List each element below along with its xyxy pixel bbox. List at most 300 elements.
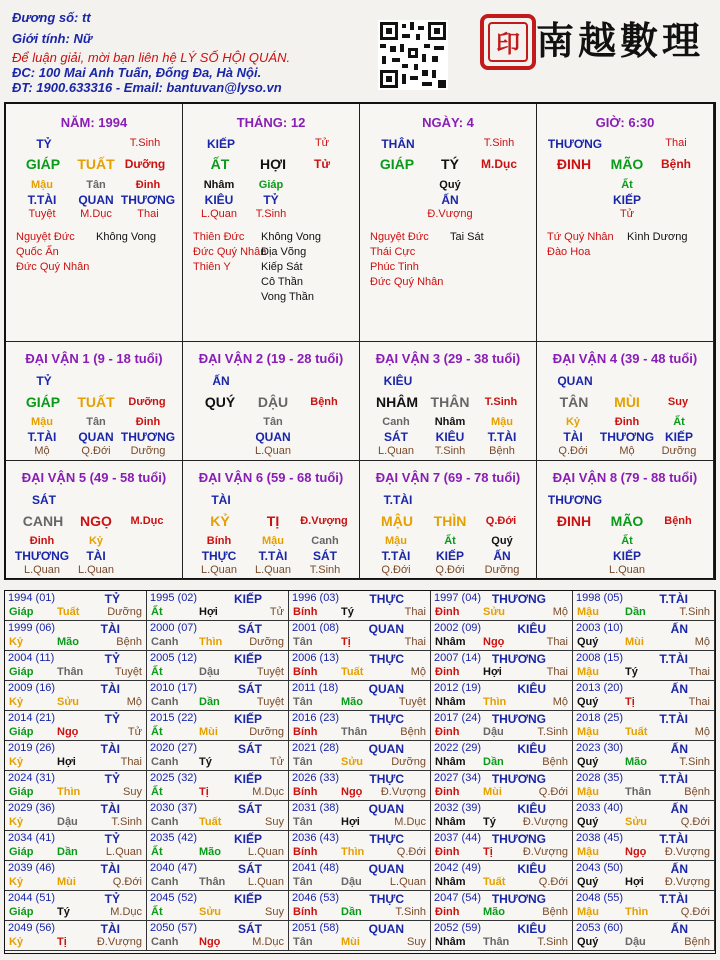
spirit-left: Nguyệt Đức xyxy=(16,231,75,243)
year-cell xyxy=(573,831,715,861)
pillar-cell xyxy=(6,104,183,342)
qr-code-icon[interactable] xyxy=(378,20,448,90)
year-cell xyxy=(5,831,147,861)
year-chi: Mão xyxy=(483,906,505,918)
year-star: KIẾP xyxy=(233,832,262,846)
year-can: Quý xyxy=(577,636,599,648)
year-star: TÀI xyxy=(100,622,120,636)
year-can: Canh xyxy=(151,876,179,888)
year-cell xyxy=(431,921,573,951)
year-star: TÀI xyxy=(100,862,120,876)
spirit-right: Không Vong xyxy=(96,231,156,243)
year-can: Bính xyxy=(293,846,318,858)
hidden-star: QUAN xyxy=(78,193,114,207)
year-label: 2025 (32) xyxy=(150,772,198,784)
year-label: 2044 (51) xyxy=(8,892,56,904)
year-chi: Dậu xyxy=(57,816,78,828)
year-star: ẤN xyxy=(670,922,688,936)
year-life: Thai xyxy=(688,666,710,678)
year-chi: Thân xyxy=(625,786,652,798)
dai-van-cell xyxy=(183,342,360,461)
year-label: 2000 (07) xyxy=(150,622,198,634)
spirit-left: Đào Hoa xyxy=(547,246,591,258)
year-chi: Thân xyxy=(57,666,84,678)
year-label: 2021 (28) xyxy=(292,742,340,754)
hidden-life: Q.Đới xyxy=(435,564,465,576)
hidden-life: L.Quan xyxy=(23,564,61,576)
year-cell xyxy=(5,651,147,681)
year-life: Mộ xyxy=(126,696,142,708)
year-cell xyxy=(573,741,715,771)
hidden-star: TÀI xyxy=(86,549,106,563)
year-label: 2037 (44) xyxy=(434,832,482,844)
year-can: Quý xyxy=(577,816,599,828)
pillar-cell xyxy=(183,104,360,342)
year-life: Thai xyxy=(546,666,568,678)
hidden-star: THƯƠNG xyxy=(14,549,70,563)
year-can: Canh xyxy=(151,636,179,648)
year-label: 2042 (49) xyxy=(434,862,482,874)
year-can: Bính xyxy=(293,726,318,738)
year-label: 2002 (09) xyxy=(434,622,482,634)
year-chi: Tuất xyxy=(483,876,506,888)
year-star: T.TÀI xyxy=(659,892,688,906)
spirit-right: Tai Sát xyxy=(450,231,484,243)
year-can: Nhâm xyxy=(435,876,466,888)
year-can: Ất xyxy=(151,786,163,798)
year-cell xyxy=(289,681,431,711)
year-can: Kỷ xyxy=(9,816,24,828)
year-cell xyxy=(573,771,715,801)
contact-line-3: ĐT: 1900.633316 - Email: bantuvan@lyso.vn xyxy=(12,80,282,95)
year-life: Q.Đới xyxy=(680,906,710,918)
year-star: KIÊU xyxy=(517,682,546,696)
year-chi: Hợi xyxy=(483,666,502,678)
spirit-left: Tứ Quý Nhân xyxy=(547,231,614,243)
year-label: 2040 (47) xyxy=(150,862,198,874)
year-can: Đinh xyxy=(435,906,460,918)
year-chi: Tý xyxy=(341,606,354,618)
brand-title: 南越數理 xyxy=(536,18,705,63)
year-star: T.TÀI xyxy=(659,832,688,846)
year-life: Đ.Vượng xyxy=(522,846,568,858)
hidden-life: L.Quan xyxy=(608,564,646,576)
year-star: THỰC xyxy=(369,892,404,906)
year-life: Đ.Vượng xyxy=(96,936,142,948)
spirit-left: Đức Quý Nhân xyxy=(370,276,444,288)
year-label: 2012 (19) xyxy=(434,682,482,694)
year-can: Tân xyxy=(293,876,313,888)
year-chi: Tị xyxy=(57,936,67,948)
hidden-stem: Nhâm xyxy=(434,416,466,428)
year-chi: Mão xyxy=(341,696,363,708)
year-star: THƯƠNG xyxy=(491,832,546,846)
year-star: TÀI xyxy=(100,922,120,936)
hidden-life: T.Sinh xyxy=(255,208,287,220)
dai-van-cell xyxy=(537,342,714,461)
year-cell xyxy=(147,741,289,771)
year-life: L.Quan xyxy=(247,846,284,858)
year-star: THỰC xyxy=(369,832,404,846)
pillar-state: Dưỡng xyxy=(124,157,166,171)
year-chi: Mão xyxy=(625,756,647,768)
year-chi: Tuất xyxy=(199,816,222,828)
year-life: Bệnh xyxy=(684,786,710,798)
year-chi: Dần xyxy=(57,846,78,858)
year-can: Mậu xyxy=(577,666,599,678)
dai-van-state: Bệnh xyxy=(664,515,692,527)
year-chi: Ngọ xyxy=(625,846,647,858)
gioi-tinh: Giới tính: Nữ xyxy=(12,31,93,46)
hidden-star: KIẾP xyxy=(435,549,464,563)
hidden-stem: Quý xyxy=(439,179,461,191)
year-label: 2034 (41) xyxy=(8,832,56,844)
hidden-stem: Tân xyxy=(86,416,106,428)
pillar-life: Thai xyxy=(665,137,687,149)
year-life: M.Dục xyxy=(394,816,426,828)
year-star: KIẾP xyxy=(233,892,262,906)
year-can: Đinh xyxy=(435,606,460,618)
year-label: 2033 (40) xyxy=(576,802,624,814)
hidden-life: Đ.Vượng xyxy=(427,208,473,220)
year-star: KIẾP xyxy=(233,592,262,606)
dai-van-cell xyxy=(360,461,537,580)
year-life: Thai xyxy=(404,606,426,618)
year-star: TỶ xyxy=(104,592,120,606)
year-life: Q.Đới xyxy=(112,876,142,888)
year-label: 2011 (18) xyxy=(292,682,339,694)
pillar-cell xyxy=(537,104,714,342)
year-star: KIÊU xyxy=(517,922,546,936)
year-can: Kỷ xyxy=(9,756,24,768)
year-chi: Sửu xyxy=(57,696,80,708)
year-life: Bệnh xyxy=(542,906,568,918)
year-life: Thai xyxy=(404,636,426,648)
main-chart-grid xyxy=(4,102,716,580)
year-label: 2031 (38) xyxy=(292,802,340,814)
spirit-left: Đức Quý Nhân xyxy=(16,261,90,273)
year-label: 2028 (35) xyxy=(576,772,624,784)
dai-van-cell xyxy=(6,342,183,461)
hidden-star: T.TÀI xyxy=(487,430,517,444)
dai-van-star: T.TÀI xyxy=(383,493,413,507)
year-life: T.Sinh xyxy=(395,906,426,918)
year-chi: Mùi xyxy=(625,636,644,648)
year-cell xyxy=(147,681,289,711)
dai-van-chi: MÙI xyxy=(614,394,640,410)
year-chi: Thân xyxy=(483,936,510,948)
year-label: 2032 (39) xyxy=(434,802,482,814)
year-life: Tử xyxy=(269,606,284,618)
year-label: 2003 (10) xyxy=(576,622,624,634)
year-label: 2048 (55) xyxy=(576,892,624,904)
year-can: Ất xyxy=(151,846,163,858)
year-life: Q.Đới xyxy=(680,816,710,828)
spirit-left: Quốc Ấn xyxy=(16,246,59,258)
year-label: 2014 (21) xyxy=(8,712,56,724)
dai-van-can: MẬU xyxy=(381,513,413,529)
year-life: Suy xyxy=(123,786,142,798)
year-star: T.TÀI xyxy=(659,712,688,726)
year-label: 2023 (30) xyxy=(576,742,624,754)
year-star: ẤN xyxy=(670,682,688,696)
year-star: QUAN xyxy=(368,742,404,756)
year-cell xyxy=(147,591,289,621)
dai-van-star: THƯƠNG xyxy=(547,493,603,507)
year-cell xyxy=(289,591,431,621)
pillar-chi: TÝ xyxy=(441,156,459,172)
hidden-star: ẤN xyxy=(441,193,459,207)
pillar-chi: TUẤT xyxy=(77,156,115,172)
year-star: THỰC xyxy=(369,772,404,786)
dai-van-title: ĐẠI VẬN 3 (29 - 38 tuổi) xyxy=(375,351,521,366)
dai-van-star: QUAN xyxy=(557,374,593,388)
year-can: Ất xyxy=(151,906,163,918)
year-cell xyxy=(573,861,715,891)
year-star: KIẾP xyxy=(233,652,262,666)
hidden-star: THỰC xyxy=(201,549,237,563)
year-cell xyxy=(573,651,715,681)
year-life: Thai xyxy=(688,696,710,708)
year-chi: Dậu xyxy=(625,936,646,948)
year-cell xyxy=(289,891,431,921)
year-chi: Tuất xyxy=(341,666,364,678)
year-chi: Mùi xyxy=(483,786,502,798)
hidden-life: Dưỡng xyxy=(484,564,520,576)
spirit-left: Nguyệt Đức xyxy=(370,231,429,243)
dai-van-state: Đ.Vượng xyxy=(300,515,348,527)
year-can: Đinh xyxy=(435,846,460,858)
pillar-state: M.Dục xyxy=(481,157,517,171)
year-cell xyxy=(431,861,573,891)
dai-van-chi: THÂN xyxy=(430,394,470,410)
hidden-life: L.Quan xyxy=(77,564,115,576)
pillar-title: THÁNG: 12 xyxy=(236,115,306,130)
year-life: Đ.Vượng xyxy=(664,876,710,888)
hidden-life: Tử xyxy=(619,208,635,220)
year-label: 2006 (13) xyxy=(292,652,340,664)
duong-so: Đương số: tt xyxy=(12,10,91,25)
year-label: 2026 (33) xyxy=(292,772,340,784)
header xyxy=(0,0,720,100)
hidden-stem: Mậu xyxy=(385,535,407,547)
year-can: Giáp xyxy=(9,846,34,858)
year-life: T.Sinh xyxy=(537,726,568,738)
year-star: TỶ xyxy=(104,652,120,666)
hidden-star: THƯƠNG xyxy=(120,193,176,207)
year-can: Canh xyxy=(151,936,179,948)
pillar-can: ĐINH xyxy=(556,156,592,172)
dai-van-can: KỶ xyxy=(210,513,230,529)
year-label: 2046 (53) xyxy=(292,892,340,904)
year-chi: Tị xyxy=(341,636,351,648)
year-label: 2043 (50) xyxy=(576,862,624,874)
dai-van-chi: TỊ xyxy=(266,513,280,529)
dai-van-can: ĐINH xyxy=(556,513,592,529)
year-chi: Hợi xyxy=(625,876,644,888)
hidden-life: Tuyệt xyxy=(28,208,56,220)
year-chi: Thìn xyxy=(57,786,81,798)
year-label: 2027 (34) xyxy=(434,772,482,784)
red-seal xyxy=(480,14,536,70)
year-star: QUAN xyxy=(368,622,404,636)
dai-van-title: ĐẠI VẬN 6 (59 - 68 tuổi) xyxy=(198,470,344,485)
hidden-star: TỶ xyxy=(263,193,279,207)
year-can: Đinh xyxy=(435,726,460,738)
year-chi: Tị xyxy=(483,846,493,858)
dai-van-title: ĐẠI VẬN 1 (9 - 18 tuổi) xyxy=(25,351,163,366)
hidden-stem: Nhâm xyxy=(203,179,235,191)
year-label: 2008 (15) xyxy=(576,652,624,664)
hidden-star: THƯƠNG xyxy=(599,430,655,444)
pillar-title: NĂM: 1994 xyxy=(60,115,128,130)
spirit-right: Địa Võng xyxy=(261,246,307,258)
dai-van-title: ĐẠI VẬN 7 (69 - 78 tuổi) xyxy=(375,470,521,485)
year-star: TÀI xyxy=(100,802,120,816)
year-can: Bính xyxy=(293,906,318,918)
dai-van-can: GIÁP xyxy=(25,394,61,410)
year-life: Mộ xyxy=(552,606,568,618)
year-life: Tuyệt xyxy=(114,666,142,678)
hidden-star: ẤN xyxy=(493,549,511,563)
year-life: Bệnh xyxy=(116,636,142,648)
year-can: Giáp xyxy=(9,606,34,618)
dai-van-star: TÀI xyxy=(211,493,231,507)
year-can: Tân xyxy=(293,816,313,828)
dai-van-chi: THÌN xyxy=(433,513,467,529)
year-star: THƯƠNG xyxy=(491,892,546,906)
seal-text: 印 xyxy=(496,29,520,58)
year-can: Tân xyxy=(293,636,313,648)
year-cell xyxy=(5,681,147,711)
year-cell xyxy=(431,591,573,621)
year-label: 2007 (14) xyxy=(434,652,482,664)
pillar-can: ẤT xyxy=(210,156,230,172)
year-label: 2009 (16) xyxy=(8,682,56,694)
year-label: 2049 (56) xyxy=(8,922,56,934)
year-life: Bệnh xyxy=(400,726,426,738)
year-can: Quý xyxy=(577,876,599,888)
year-label: 2029 (36) xyxy=(8,802,56,814)
hidden-star: T.TÀI xyxy=(258,549,288,563)
hidden-star: KIÊU xyxy=(435,430,465,444)
year-label: 2024 (31) xyxy=(8,772,56,784)
year-cell xyxy=(289,651,431,681)
year-cell xyxy=(147,861,289,891)
year-cell xyxy=(431,741,573,771)
year-can: Canh xyxy=(151,816,179,828)
year-cell xyxy=(5,711,147,741)
year-chi: Thìn xyxy=(341,846,365,858)
year-label: 2022 (29) xyxy=(434,742,482,754)
year-cell xyxy=(289,921,431,951)
dai-van-cell xyxy=(6,461,183,580)
year-life: Mộ xyxy=(694,726,710,738)
year-can: Mậu xyxy=(577,906,599,918)
year-life: Dưỡng xyxy=(249,636,284,648)
hidden-stem: Ất xyxy=(444,535,456,547)
year-star: THỰC xyxy=(369,712,404,726)
year-cell xyxy=(147,831,289,861)
year-cell xyxy=(431,651,573,681)
year-can: Tân xyxy=(293,696,313,708)
hidden-stem: Ất xyxy=(621,179,633,191)
year-label: 2017 (24) xyxy=(434,712,482,724)
dai-van-state: Suy xyxy=(667,396,689,408)
year-chi: Hợi xyxy=(57,756,76,768)
pillar-title: NGÀY: 4 xyxy=(422,115,474,130)
year-label: 2004 (11) xyxy=(8,652,55,664)
hidden-life: Bệnh xyxy=(489,445,515,457)
year-cell xyxy=(431,831,573,861)
year-life: Dưỡng xyxy=(391,756,426,768)
year-chi: Dậu xyxy=(199,666,220,678)
hidden-life: M.Dục xyxy=(80,208,112,220)
year-chi: Mùi xyxy=(341,936,360,948)
year-chi: Tị xyxy=(625,696,635,708)
dai-van-state: T.Sinh xyxy=(484,396,518,408)
year-label: 2015 (22) xyxy=(150,712,198,724)
year-can: Ất xyxy=(151,726,163,738)
year-label: 2038 (45) xyxy=(576,832,624,844)
year-life: T.Sinh xyxy=(679,756,710,768)
year-label: 1999 (06) xyxy=(8,622,56,634)
year-label: 1994 (01) xyxy=(8,592,56,604)
hidden-life: T.Sinh xyxy=(434,445,466,457)
hidden-star: KIẾP xyxy=(612,549,641,563)
spirit-left: Đức Quý Nhân xyxy=(193,246,267,258)
year-cell xyxy=(147,711,289,741)
year-life: Q.Đới xyxy=(538,786,568,798)
pillar-star: TỶ xyxy=(36,137,52,151)
year-cell xyxy=(147,651,289,681)
hidden-stem: Đinh xyxy=(614,416,640,428)
pillar-cell xyxy=(360,104,537,342)
dai-van-state: Bệnh xyxy=(310,396,338,408)
year-star: SÁT xyxy=(238,862,262,876)
spirit-left: Thiên Y xyxy=(193,261,231,273)
dai-van-can: QUÝ xyxy=(204,394,236,410)
year-life: Thai xyxy=(120,756,142,768)
year-star: TỶ xyxy=(104,772,120,786)
year-can: Quý xyxy=(577,696,599,708)
spirit-right: Kình Dương xyxy=(627,231,688,243)
hidden-life: Dưỡng xyxy=(661,445,697,457)
year-star: THỰC xyxy=(369,652,404,666)
hidden-stem: Mậu xyxy=(491,416,513,428)
dai-van-state: Q.Đới xyxy=(485,515,517,527)
year-cell xyxy=(5,741,147,771)
year-chi: Hợi xyxy=(199,606,218,618)
year-cell xyxy=(573,711,715,741)
year-life: Mộ xyxy=(410,666,426,678)
year-life: Bệnh xyxy=(542,756,568,768)
year-life: Suy xyxy=(265,816,284,828)
year-life: Đ.Vượng xyxy=(522,816,568,828)
year-can: Nhâm xyxy=(435,816,466,828)
year-star: SÁT xyxy=(238,622,262,636)
year-can: Mậu xyxy=(577,606,599,618)
year-life: T.Sinh xyxy=(679,606,710,618)
year-life: Tử xyxy=(269,756,284,768)
hidden-life: L.Quan xyxy=(377,445,415,457)
year-chi: Tuất xyxy=(57,606,80,618)
year-life: Đ.Vượng xyxy=(664,846,710,858)
hidden-stem: Đinh xyxy=(29,535,55,547)
spirit-left: Phúc Tinh xyxy=(370,261,419,273)
year-star: THỰC xyxy=(369,592,404,606)
year-cell xyxy=(147,801,289,831)
